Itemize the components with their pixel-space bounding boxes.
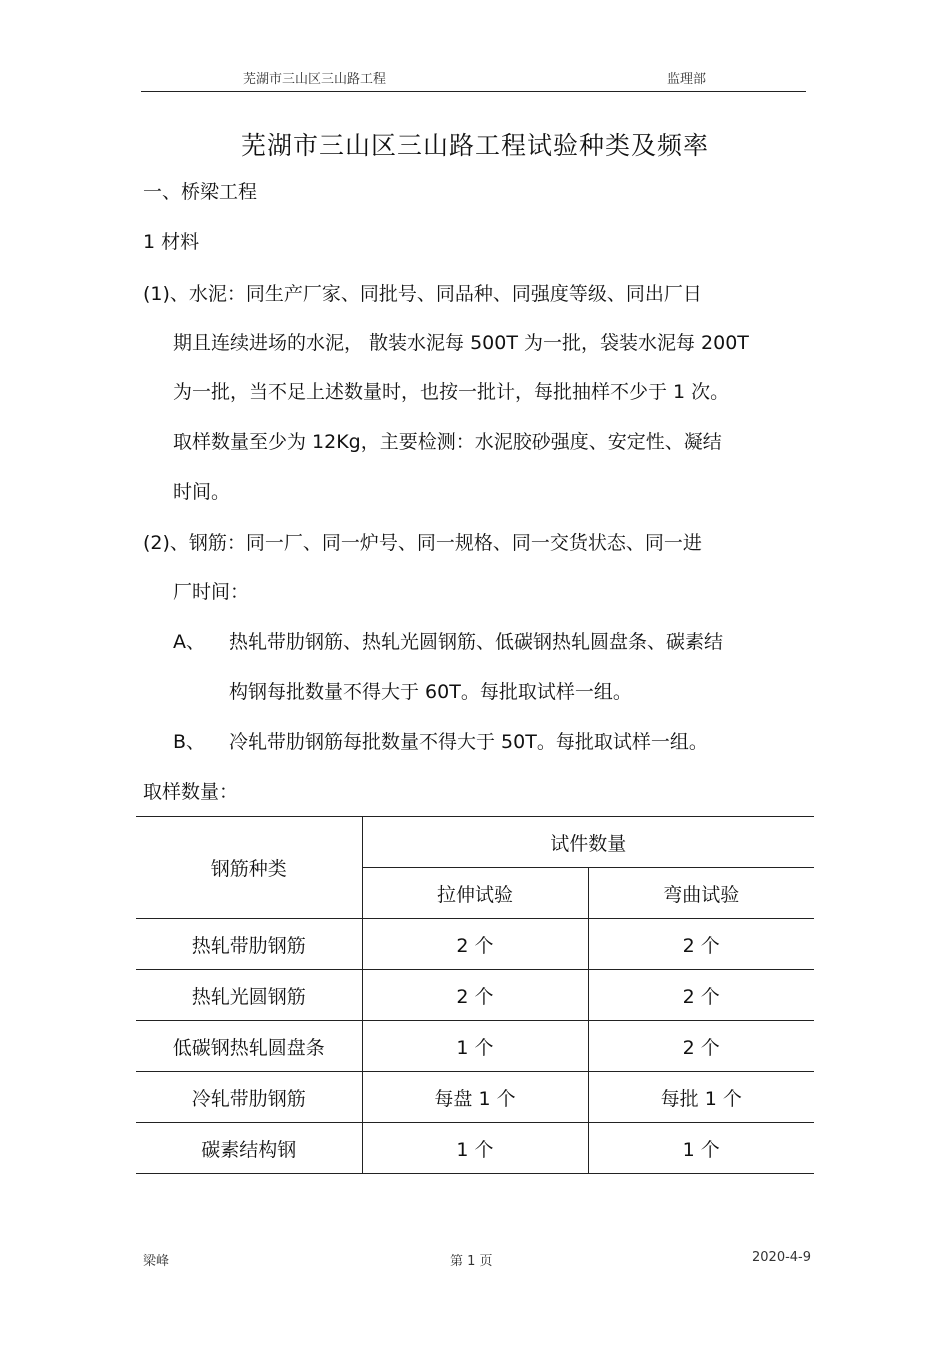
footer-page-number: 第 1 页 bbox=[450, 1254, 493, 1269]
header-bend-test: 弯曲试验 bbox=[588, 868, 814, 919]
footer-date: 2020-4-9 bbox=[752, 1250, 812, 1265]
cement-line-1: (1)、水泥：同生产厂家、同批号、同品种、同强度等级、同出厂日 bbox=[143, 283, 702, 305]
cell-bend: 2 个 bbox=[588, 1021, 814, 1072]
item-b-line-1: 冷轧带肋钢筋每批数量不得大于 50T。每批取试样一组。 bbox=[229, 731, 708, 753]
sample-quantity-label: 取样数量： bbox=[143, 781, 239, 803]
cell-steel-type: 热轧带肋钢筋 bbox=[136, 919, 362, 970]
cell-tensile: 每盘 1 个 bbox=[362, 1072, 588, 1123]
sample-quantity-table bbox=[136, 816, 814, 1174]
table-header-row bbox=[136, 817, 814, 868]
header-department: 监理部 bbox=[667, 72, 707, 87]
cell-tensile: 1 个 bbox=[362, 1021, 588, 1072]
cell-bend: 2 个 bbox=[588, 970, 814, 1021]
cell-steel-type: 热轧光圆钢筋 bbox=[136, 970, 362, 1021]
item-a-line-2: 构钢每批数量不得大于 60T。每批取试样一组。 bbox=[229, 681, 632, 703]
cement-line-2: 期且连续进场的水泥， 散装水泥每 500T 为一批，袋装水泥每 200T bbox=[173, 332, 749, 354]
header-specimen-count: 试件数量 bbox=[362, 817, 814, 868]
cell-steel-type: 冷轧带肋钢筋 bbox=[136, 1072, 362, 1123]
subsection-heading-materials: 1 材料 bbox=[143, 231, 200, 253]
cell-bend: 2 个 bbox=[588, 919, 814, 970]
cell-tensile: 2 个 bbox=[362, 919, 588, 970]
cell-steel-type: 低碳钢热轧圆盘条 bbox=[136, 1021, 362, 1072]
table-row bbox=[136, 1123, 814, 1174]
item-a-label: A、 bbox=[173, 631, 205, 653]
header-project: 芜湖市三山区三山路工程 bbox=[243, 72, 387, 87]
cement-line-5: 时间。 bbox=[173, 481, 231, 503]
cell-bend: 1 个 bbox=[588, 1123, 814, 1174]
cement-line-4: 取样数量至少为 12Kg，主要检测：水泥胶砂强度、安定性、凝结 bbox=[173, 431, 722, 453]
header-tensile-test: 拉伸试验 bbox=[362, 868, 588, 919]
header-rule bbox=[141, 91, 806, 92]
table-row bbox=[136, 1072, 814, 1123]
steel-line-2: 厂时间： bbox=[173, 581, 250, 603]
item-a-line-1: 热轧带肋钢筋、热轧光圆钢筋、低碳钢热轧圆盘条、碳素结 bbox=[229, 631, 724, 653]
cell-tensile: 1 个 bbox=[362, 1123, 588, 1174]
cell-bend: 每批 1 个 bbox=[588, 1072, 814, 1123]
cell-tensile: 2 个 bbox=[362, 970, 588, 1021]
footer-author: 梁峰 bbox=[143, 1254, 170, 1269]
table-row bbox=[136, 919, 814, 970]
table-row bbox=[136, 970, 814, 1021]
cell-steel-type: 碳素结构钢 bbox=[136, 1123, 362, 1174]
header-steel-type: 钢筋种类 bbox=[136, 817, 362, 919]
cement-line-3: 为一批，当不足上述数量时，也按一批计，每批抽样不少于 1 次。 bbox=[173, 381, 730, 403]
table-row bbox=[136, 1021, 814, 1072]
document-title: 芜湖市三山区三山路工程试验种类及频率 bbox=[240, 131, 709, 160]
item-b-label: B、 bbox=[173, 731, 206, 753]
steel-line-1: (2)、钢筋：同一厂、同一炉号、同一规格、同一交货状态、同一进 bbox=[143, 532, 702, 554]
section-heading-bridge: 一、桥梁工程 bbox=[143, 181, 258, 203]
